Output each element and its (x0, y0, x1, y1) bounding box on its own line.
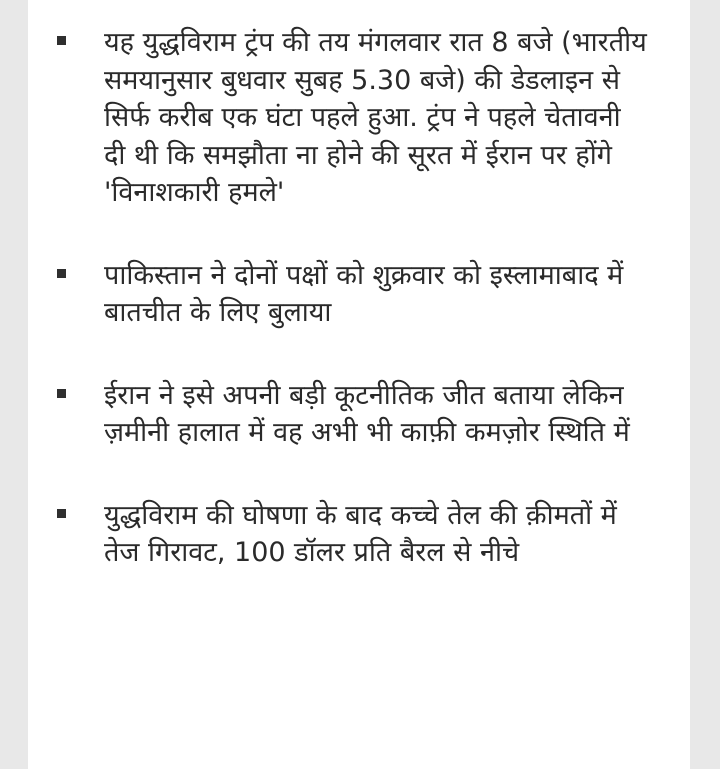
bullet-text: युद्धविराम की घोषणा के बाद कच्चे तेल की क़ीमतों में तेज गिरावट, 100 डॉलर प्रति बैरल से नीचे (104, 499, 617, 568)
list-item (28, 24, 690, 212)
square-bullet-icon (57, 389, 66, 398)
list-item (28, 257, 690, 332)
square-bullet-icon (57, 36, 66, 45)
bullet-list (28, 24, 690, 617)
list-item (28, 497, 690, 572)
square-bullet-icon (57, 269, 66, 278)
bullet-text: ईरान ने इसे अपनी बड़ी कूटनीतिक जीत बताया लेकिन ज़मीनी हालात में वह अभी भी काफ़ी कमज़ोर स्थिति में (104, 379, 630, 448)
list-item (28, 377, 690, 452)
article-card (28, 0, 690, 769)
bullet-text: पाकिस्तान ने दोनों पक्षों को शुक्रवार को इस्लामाबाद में बातचीत के लिए बुलाया (104, 259, 624, 328)
bullet-text: यह युद्धविराम ट्रंप की तय मंगलवार रात 8 बजे (भारतीय समयानुसार बुधवार सुबह 5.30 बजे) की डेडलाइन से सिर्फ करीब एक घंटा पहले हुआ. ट्रंप ने पहले चेतावनी दी थी कि समझौता ना होने की सूरत में ईरान पर होंगे 'विनाशकारी हमले' (104, 27, 647, 208)
square-bullet-icon (57, 509, 66, 518)
